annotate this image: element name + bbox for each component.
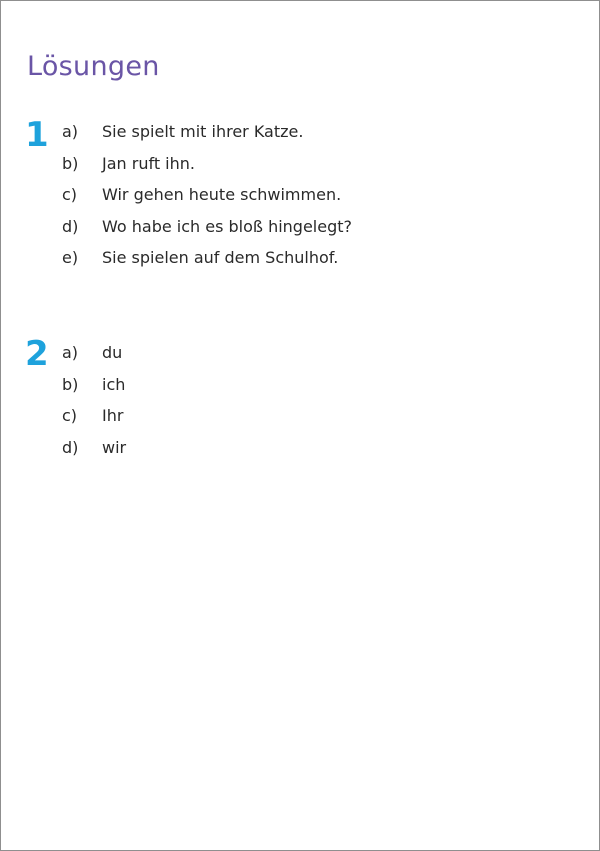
answer-letter: d) [62, 437, 79, 457]
answer-text: Jan ruft ihn. [102, 153, 195, 173]
answer-letter: b) [62, 374, 79, 394]
exercise-number-2: 2 [25, 334, 49, 374]
exercise-2-answer-c [62, 405, 126, 437]
exercise-2-answer-list [62, 342, 126, 468]
answer-text: ich [102, 374, 126, 394]
exercise-1-answer-b [62, 153, 352, 185]
exercise-2-answer-b [62, 374, 126, 406]
exercise-1-answer-a [62, 121, 352, 153]
answer-text: du [102, 343, 123, 362]
answer-letter: c) [62, 185, 78, 204]
exercise-number-1: 1 [25, 115, 49, 155]
answer-letter: d) [62, 216, 79, 236]
answer-letter: b) [62, 153, 79, 173]
answer-text: Ihr [102, 406, 124, 425]
exercise-2-answer-d [62, 437, 126, 469]
exercise-1-answer-c [62, 184, 352, 216]
exercise-1-answer-e [62, 247, 352, 279]
answer-letter: a) [62, 343, 79, 362]
exercise-1-answer-list [62, 121, 352, 279]
exercise-1-answer-d [62, 216, 352, 248]
answer-letter: a) [62, 122, 79, 141]
answer-letter: e) [62, 248, 79, 267]
exercise-2-answer-a [62, 342, 126, 374]
answer-text: Sie spielt mit ihrer Katze. [102, 122, 304, 141]
answer-letter: c) [62, 406, 78, 425]
answer-text: Wo habe ich es bloß hingelegt? [102, 216, 353, 236]
page-title: Lösungen [27, 51, 160, 82]
answer-text: wir [102, 437, 127, 457]
answer-text: Sie spielen auf dem Schulhof. [102, 248, 339, 267]
answer-text: Wir gehen heute schwimmen. [102, 185, 342, 204]
